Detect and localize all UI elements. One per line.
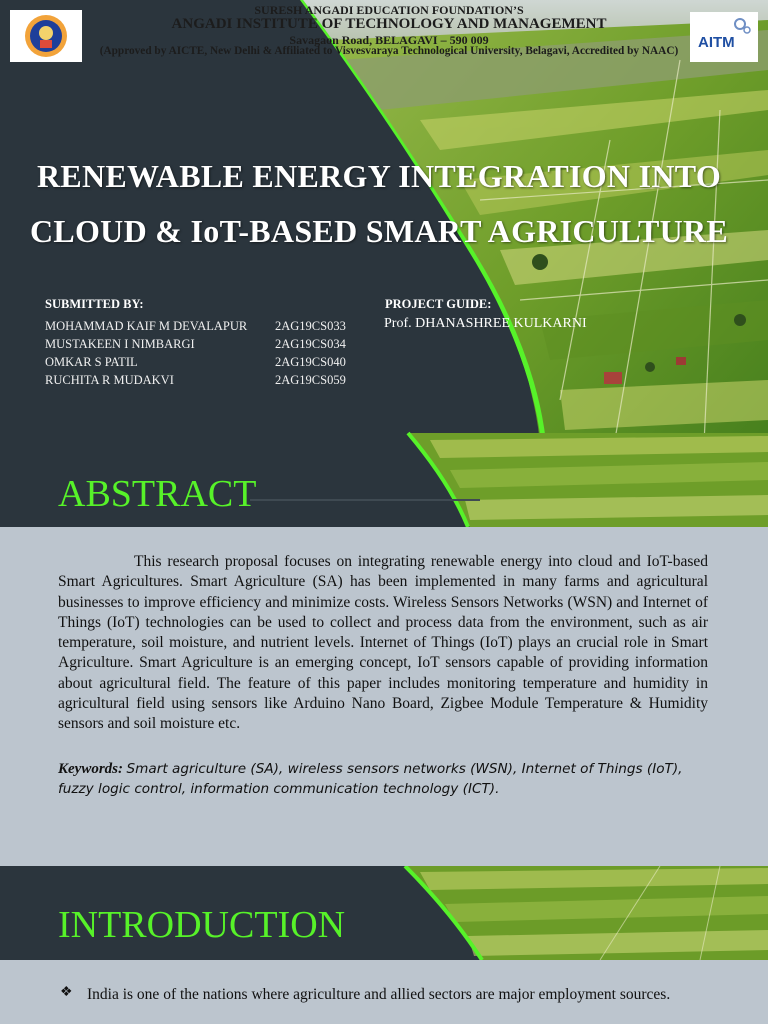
introduction-section (0, 960, 768, 1024)
team-member (45, 355, 365, 370)
member-name: MOHAMMAD KAIF M DEVALAPUR (45, 319, 248, 333)
keywords-line (58, 760, 708, 799)
member-usn: 2AG19CS034 (275, 337, 346, 351)
abstract-section (0, 527, 768, 867)
foundation-name: SURESH ANGADI EDUCATION FOUNDATION’S (254, 3, 524, 17)
aitm-logo-text: AITM (698, 34, 735, 51)
project-title-line-2: CLOUD & IoT-BASED SMART AGRICULTURE (29, 213, 729, 249)
team-member (45, 337, 365, 352)
institute-address: Savagaon Road, BELAGAVI – 590 009 (289, 33, 489, 47)
keywords-label: Keywords: (58, 761, 123, 777)
member-name: MUSTAKEEN I NIMBARGI (45, 337, 195, 351)
institute-name: ANGADI INSTITUTE OF TECHNOLOGY AND MANAGEMENT (171, 16, 607, 32)
project-guide-label: PROJECT GUIDE: (385, 297, 492, 311)
abstract-paragraph: This research proposal focuses on integrating renewable energy into cloud and IoT-based Smart Agricultures. Smart Agriculture (SA) has been implemented in many farms and agricultural businesses to improve efficiency and minimize costs. Wireless Sensors Networks (WSN) and Internet of Things (IoT) technologies can be used to collect and process data from the environment, such as air temperature, soil moisture, and nutrient levels. Internet of Things (IoT) plays an crucial role in Smart Agriculture. Smart Agriculture is an emerging concept, IoT sensors capable of providing information about agricultural field. The feature of this paper includes monitoring temperature and humidity in agricultural field using sensors like Arduino Nano Board, Zigbee Module Temperature & Humidity sensors and soil moisture etc. (58, 553, 708, 733)
member-name: OMKAR S PATIL (45, 355, 138, 369)
member-usn: 2AG19CS059 (275, 373, 346, 387)
team-member (45, 319, 365, 334)
submitted-by-label: SUBMITTED BY: (45, 297, 144, 311)
team-member (45, 373, 365, 388)
member-usn: 2AG19CS033 (275, 319, 346, 333)
institute-approval: (Approved by AICTE, New Delhi & Affiliated to Visvesvaraya Technological University, Belagavi, Accredited by NAAC) (99, 45, 679, 57)
member-name: RUCHITA R MUDAKVI (45, 373, 174, 387)
project-title-line-1: RENEWABLE ENERGY INTEGRATION INTO (36, 158, 722, 194)
keywords-text: Smart agriculture (SA), wireless sensors networks (WSN), Internet of Things (IoT), fuzzy logic control, information communication technology (ICT). (58, 761, 683, 797)
introduction-heading: INTRODUCTION (58, 904, 346, 946)
diamond-bullet-icon: ❖ (60, 985, 73, 1000)
introduction-bullet: India is one of the nations where agriculture and allied sectors are major employment sources. (87, 986, 671, 1003)
introduction-header-band (0, 866, 768, 960)
member-usn: 2AG19CS040 (275, 355, 346, 369)
project-guide-name: Prof. DHANASHREE KULKARNI (384, 316, 587, 331)
abstract-heading: ABSTRACT (58, 473, 257, 515)
